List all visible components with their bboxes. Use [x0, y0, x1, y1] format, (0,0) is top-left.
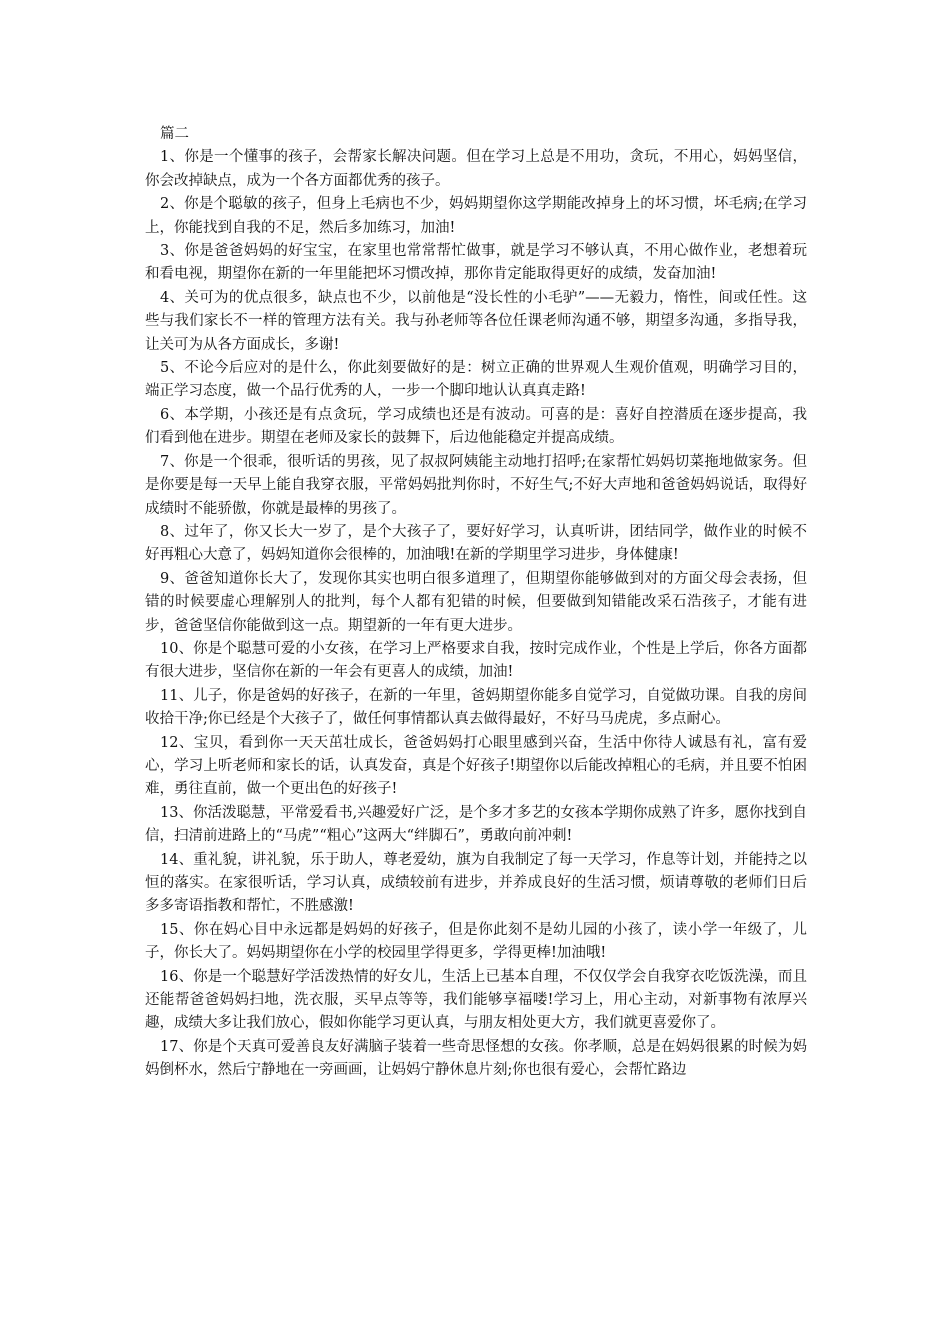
paragraph-3: 3、你是爸爸妈妈的好宝宝，在家里也常常帮忙做事，就是学习不够认真，不用心做作业，老想着玩和看电视，期望你在新的一年里能把坏习惯改掉，那你肯定能取得更好的成绩，发奋加油! [145, 243, 807, 283]
paragraph-4: 4、关可为的优点很多，缺点也不少，以前他是“没长性的小毛驴”——无毅力，惰性，间或任性。这些与我们家长不一样的管理方法有关。我与孙老师等各位任课老师沟通不够，期望多沟通，多指导我，让关可为从各方面成长，多谢! [145, 289, 807, 353]
document-body [145, 123, 807, 1083]
paragraph-10: 10、你是个聪慧可爱的小女孩，在学习上严格要求自我，按时完成作业，个性是上学后，你各方面都有很大进步，坚信你在新的一年会有更喜人的成绩，加油! [145, 640, 807, 681]
paragraph-2: 2、你是个聪敏的孩子，但身上毛病也不少，妈妈期望你这学期能改掉身上的坏习惯，坏毛病;在学习上，你能找到自我的不足，然后多加练习，加油! [145, 196, 807, 236]
paragraph-14: 14、重礼貌，讲礼貌，乐于助人，尊老爱幼，旗为自我制定了每一天学习，作息等计划，并能持之以恒的落实。在家很听话，学习认真，成绩较前有进步，并养成良好的生活习惯，烦请尊敬的老师们日后多多寄语指教和帮忙，不胜感激! [145, 851, 807, 915]
paragraph-1: 1、你是一个懂事的孩子，会帮家长解决问题。但在学习上总是不用功，贪玩，不用心，妈妈坚信，你会改掉缺点，成为一个各方面都优秀的孩子。 [145, 149, 807, 189]
paragraph-17: 17、你是个天真可爱善良友好满脑子装着一些奇思怪想的女孩。你孝顺，总是在妈妈很累的时候为妈妈倒杯水，然后宁静地在一旁画画，让妈妈宁静休息片刻;你也很有爱心，会帮忙路边 [145, 1038, 807, 1079]
section-heading: 篇二 [160, 126, 189, 142]
paragraph-8: 8、过年了，你又长大一岁了，是个大孩子了，要好好学习，认真听讲，团结同学，做作业的时候不好再粗心大意了，妈妈知道你会很棒的，加油哦!在新的学期里学习进步，身体健康! [145, 523, 807, 564]
paragraph-12: 12、宝贝，看到你一天天茁壮成长，爸爸妈妈打心眼里感到兴奋，生活中你待人诚恳有礼，富有爱心，学习上听老师和家长的话，认真发奋，真是个好孩子!期望你以后能改掉粗心的毛病，并且要不怕困难，勇往直前，做一个更出色的好孩子! [145, 734, 807, 798]
paragraph-5: 5、不论今后应对的是什么，你此刻要做好的是：树立正确的世界观人生观价值观，明确学习目的，端正学习态度，做一个品行优秀的人，一步一个脚印地认认真真走路! [145, 360, 807, 400]
paragraph-13: 13、你活泼聪慧，平常爱看书,兴趣爱好广泛，是个多才多艺的女孩本学期你成熟了许多，愿你找到自信，扫清前进路上的“马虎”“粗心”这两大“绊脚石”，勇敢向前冲刺! [145, 804, 807, 845]
paragraph-15: 15、你在妈心目中永远都是妈妈的好孩子，但是你此刻不是幼儿园的小孩了，读小学一年级了，儿子，你长大了。妈妈期望你在小学的校园里学得更多，学得更棒!加油哦! [145, 921, 807, 962]
paragraph-16: 16、你是一个聪慧好学活泼热情的好女儿，生活上已基本自理，不仅仅学会自我穿衣吃饭洗澡，而且还能帮爸爸妈妈扫地，洗衣服，买早点等等，我们能够享福喽!学习上，用心主动，对新事物有浓厚兴趣，成绩大多让我们放心，假如你能学习更认真，与朋友相处更大方，我们就更喜爱你了。 [145, 968, 807, 1032]
paragraph-9: 9、爸爸知道你长大了，发现你其实也明白很多道理了，但期望你能够做到对的方面父母会表扬，但错的时候要虚心理解别人的批判，每个人都有犯错的时候，但要做到知错能改采石浩孩子，才能有进步，爸爸坚信你能做到这一点。期望新的一年有更大进步。 [145, 570, 807, 634]
paragraph-7: 7、你是一个很乖，很听话的男孩，见了叔叔阿姨能主动地打招呼;在家帮忙妈妈切菜拖地做家务。但是你要是每一天早上能自我穿衣服，平常妈妈批判你时，不好生气;不好大声地和爸爸妈妈说话，取得好成绩时不能骄傲，你就是最棒的男孩了。 [145, 453, 807, 517]
paragraph-11: 11、儿子，你是爸妈的好孩子，在新的一年里，爸妈期望你能多自觉学习，自觉做功课。自我的房间收拾干净;你已经是个大孩子了，做任何事情都认真去做得最好，不好马马虎虎，多点耐心。 [145, 687, 807, 728]
paragraph-6: 6、本学期，小孩还是有点贪玩，学习成绩也还是有波动。可喜的是：喜好自控潜质在逐步提高，我们看到他在进步。期望在老师及家长的鼓舞下，后边他能稳定并提高成绩。 [145, 406, 807, 447]
